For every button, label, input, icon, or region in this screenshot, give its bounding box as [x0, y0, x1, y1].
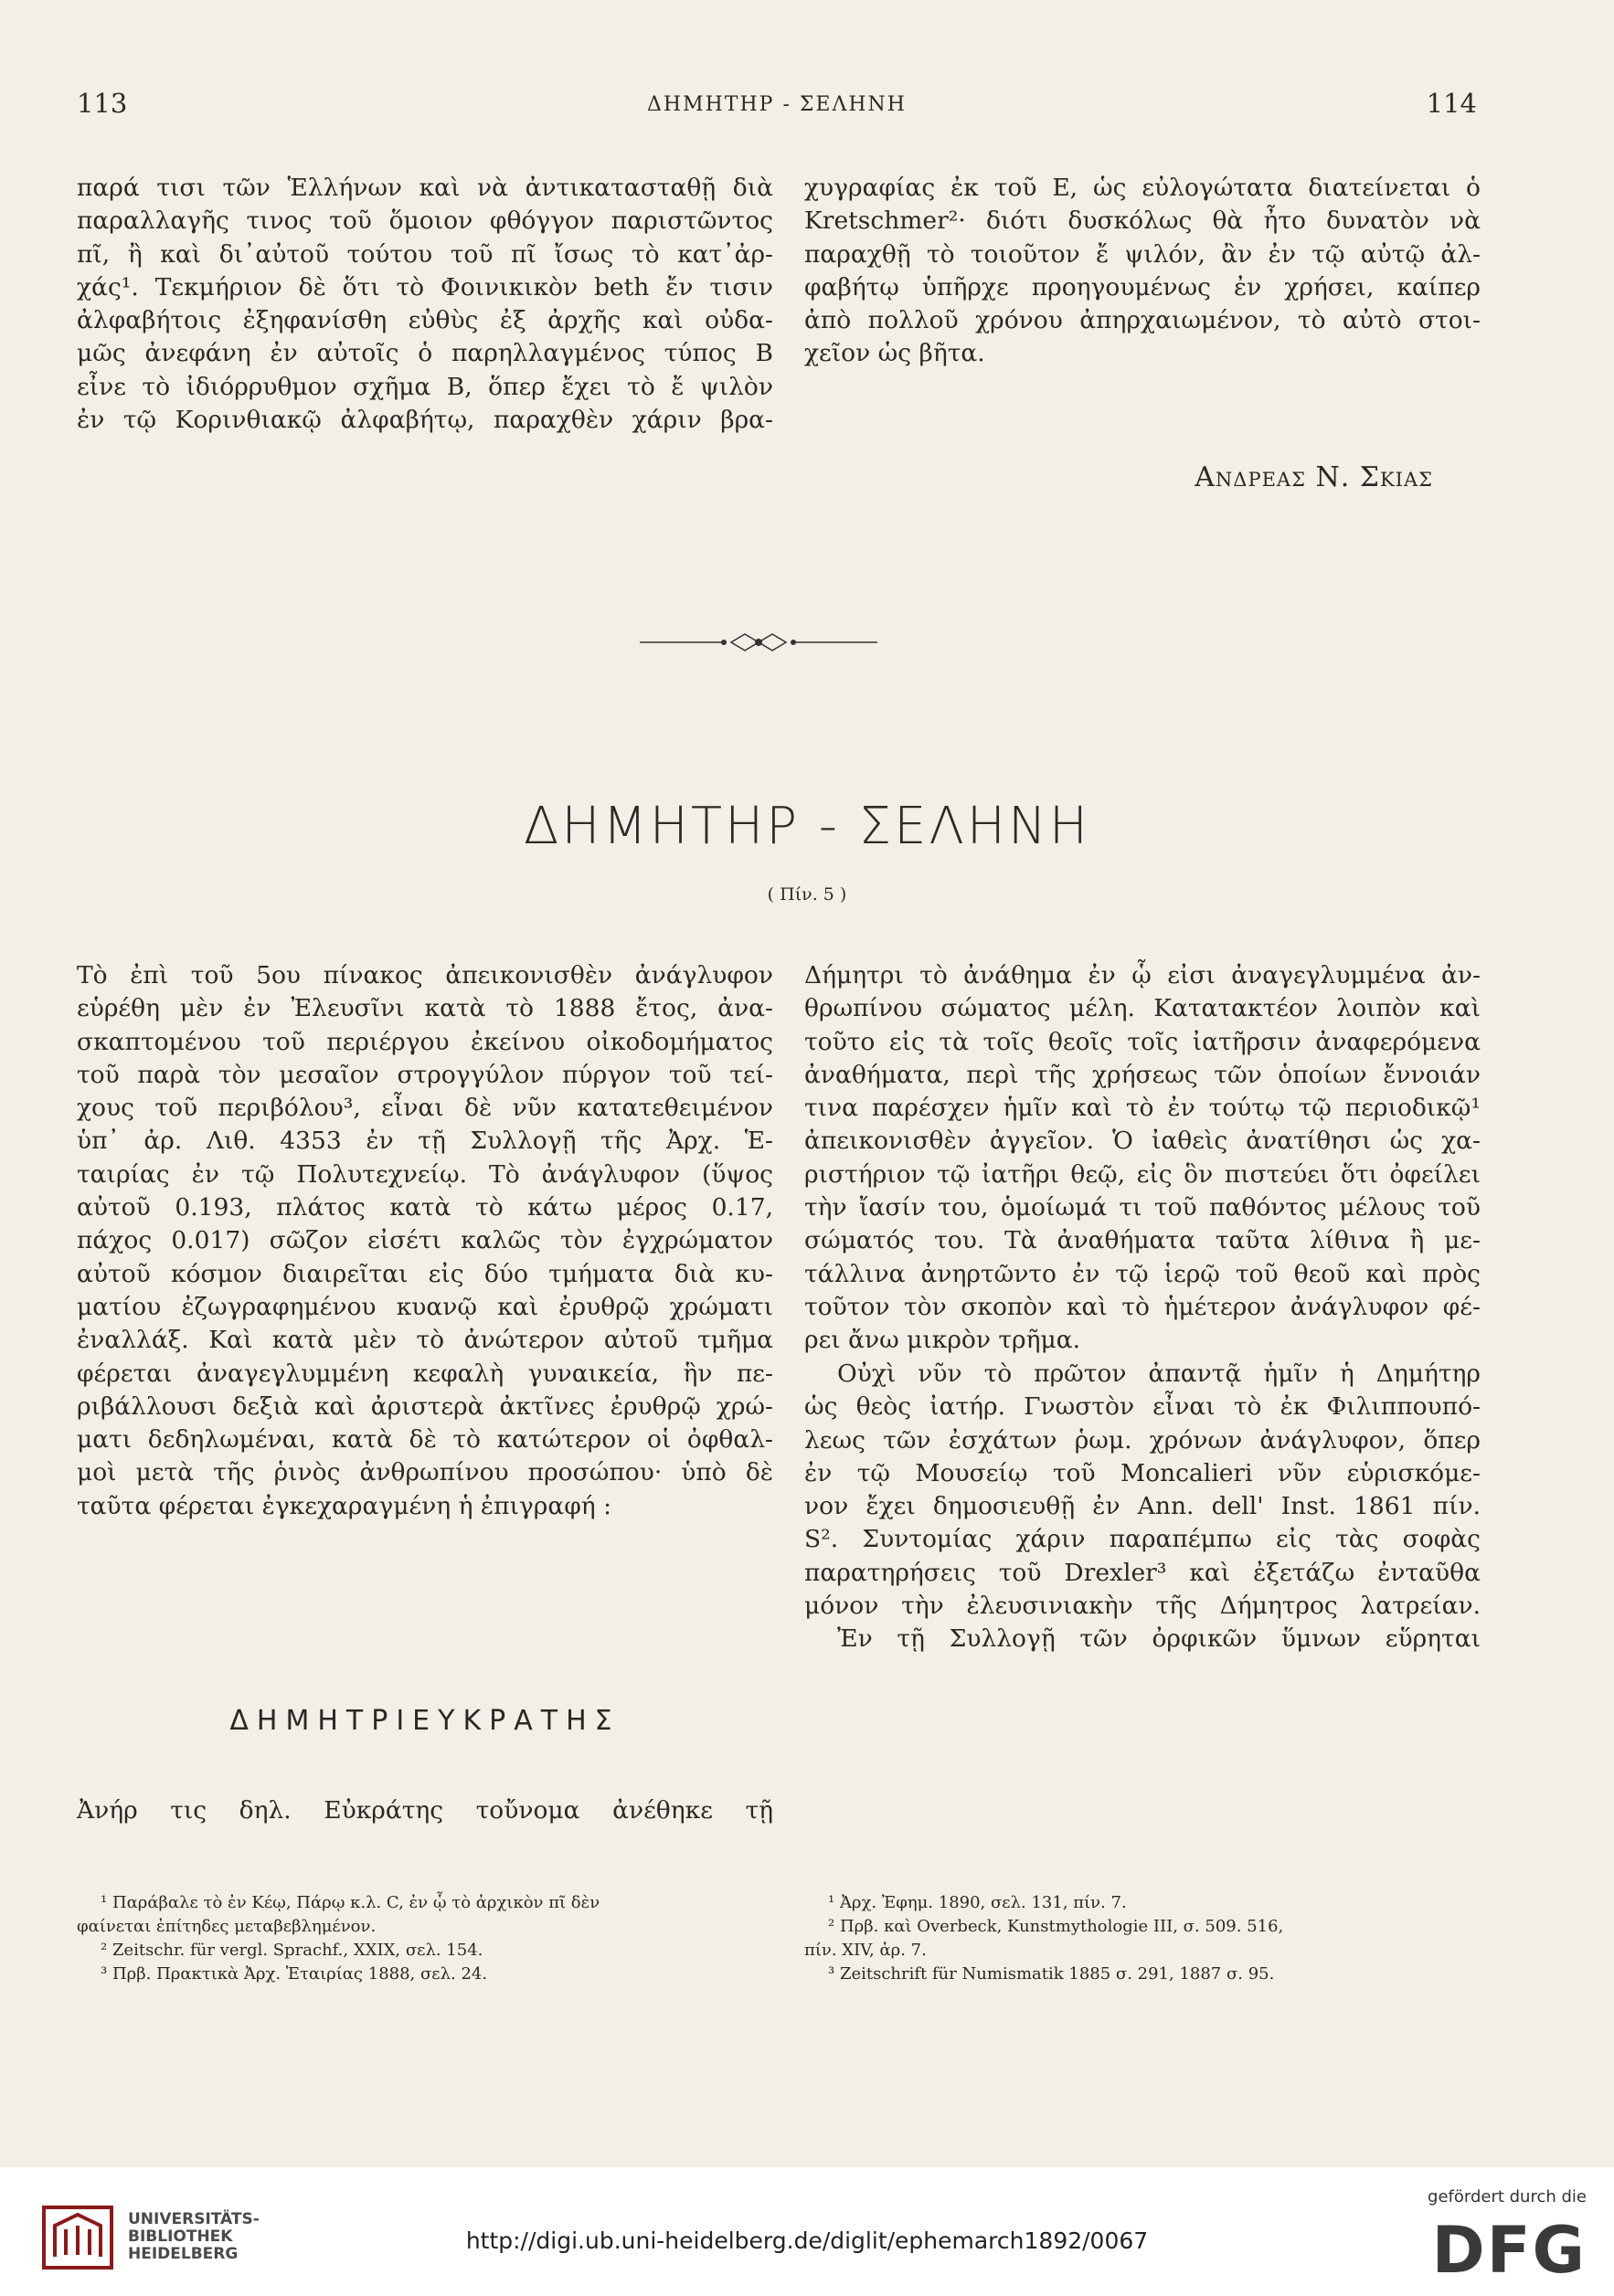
text-line: θρωπίνου σώματος μέλη. Κατατακτέον λοιπὸν καὶ	[804, 994, 1481, 1023]
text-line: αὐτοῦ 0.193, πλάτος κατὰ τὸ κάτω μέρος 0.17,	[77, 1193, 773, 1222]
page-number-left: 113	[77, 88, 128, 119]
text-line: Οὐχὶ νῦν τὸ πρῶτον ἀπαντᾷ ἡμῖν ἡ Δημήτηρ	[837, 1360, 1481, 1388]
footnotes-left	[77, 1891, 777, 1986]
running-header	[77, 88, 1477, 124]
dfg-logo[interactable]: DFG	[1431, 2213, 1587, 2288]
text-line: λεως τῶν ἐσχάτων ῥωμ. χρόνων ἀνάγλυφον, ὅπερ	[804, 1425, 1481, 1455]
text-line: χους τοῦ περιβόλου³, εἶναι δὲ νῦν κατατεθειμένον	[77, 1094, 773, 1123]
text-line: ἀπὸ πολλοῦ χρόνου ἀπηρχαιωμένον, τὸ αὐτὸ στοι-	[804, 306, 1481, 335]
page-number-right: 114	[1426, 88, 1477, 119]
text-line: παρά τισι τῶν Ἑλλήνων καὶ νὰ ἀντικατασταθῇ διὰ	[77, 174, 773, 202]
text-line: ἀλφαβήτοις ἐξηφανίσθη εὐθὺς ἐξ ἀρχῆς καὶ οὐδα-	[77, 306, 773, 335]
text-line: ματι δεδηλωμέναι, κατὰ δὲ τὸ κατώτερον οἱ ὀφθαλ-	[77, 1425, 773, 1455]
text-line: αὐτοῦ κόσμον διαιρεῖται εἰς δύο τμήματα διὰ κυ-	[77, 1259, 773, 1288]
text-line: τοῦτο εἰς τὰ τοῖς θεοῖς τοῖς ἰατῆρσιν ἀναφερόμενα	[804, 1027, 1481, 1056]
text-line: Ἐν τῇ Συλλογῇ τῶν ὀρφικῶν ὕμνων εὕρηται	[837, 1624, 1481, 1654]
text-line: ἐν τῷ Μουσείῳ τοῦ Moncalieri νῦν εὑρισκόμε-	[804, 1458, 1481, 1487]
text-line: εὑρέθη μὲν ἐν Ἐλευσῖνι κατὰ τὸ 1888 ἔτος, ἀνα-	[77, 994, 773, 1023]
text-line: Τὸ ἐπὶ τοῦ 5ου πίνακος ἀπεικονισθὲν ἀνάγλυφον	[77, 961, 773, 989]
text-line: παρατηρήσεις τοῦ Drexler³ καὶ ἐξετάζω ἐνταῦθα	[804, 1558, 1481, 1587]
footnote: φαίνεται ἐπίτηδες μεταβεβλημένον.	[77, 1917, 377, 1936]
text-line: ριβάλλουσι δεξιὰ καὶ ἀριστερὰ ἀκτῖνες ἐρυθρῷ χρώ-	[77, 1391, 773, 1421]
text-line: ταιρίας ἐν τῷ Πολυτεχνείῳ. Τὸ ἀνάγλυφον (ὕψος	[77, 1159, 773, 1189]
text-line: τοῦ παρὰ τὸν μεσαῖον στρογγύλον πύργον τοῦ τεί-	[77, 1060, 773, 1089]
footnote: ³ Πρβ. Πρακτικὰ Ἀρχ. Ἑταιρίας 1888, σελ. 24.	[101, 1964, 488, 1984]
text-line: ταῦτα φέρεται ἐγκεχαραγμένη ἡ ἐπιγραφή :	[77, 1491, 612, 1520]
footnote: ¹ Ἀρχ. Ἐφημ. 1890, σελ. 131, πίν. 7.	[828, 1893, 1127, 1912]
text-line: φέρεται ἀναγεγλυμμένη κεφαλὴ γυναικεία, ἣν πε-	[77, 1359, 773, 1388]
text-line: χάς¹. Τεκμήριον δὲ ὅτι τὸ Φοινικικὸν beth ἔν τισιν	[77, 272, 773, 302]
text-line: ριστήριον τῷ ἰατῆρι θεῷ, εἰς ὃν πιστεύει ὅτι ὀφείλει	[804, 1159, 1481, 1189]
text-line: ματίου ἐζωγραφημένου κυανῷ καὶ ἐρυθρῷ χρώματι	[77, 1292, 773, 1321]
text-line: μοὶ μετὰ τῆς ῥινὸς ἀνθρωπίνου προσώπου· ὑπὸ δὲ	[77, 1458, 773, 1487]
text-line: ὡς θεὸς ἰατήρ. Γνωστὸν εἶναι τὸ ἐκ Φιλιππουπό-	[804, 1392, 1481, 1422]
top-left-column	[77, 172, 773, 437]
inscription: ΔΗΜΗΤΡΙΕΥΚΡΑΤΗΣ	[229, 1705, 621, 1737]
running-title: ΔΗΜΗΤΗΡ - ΣΕΛΗΝΗ	[647, 93, 907, 116]
text-line: τινα παρέσχεν ἡμῖν καὶ τὸ ἐν τούτῳ τῷ περιοδικῷ¹	[804, 1094, 1481, 1123]
footnote: ² Πρβ. καὶ Overbeck, Kunstmythologie III, σ. 509. 516,	[828, 1917, 1284, 1936]
library-name-line: UNIVERSITÄTS-	[128, 2210, 260, 2228]
text-line: ἐν τῷ Κορινθιακῷ ἀλφαβήτῳ, παραχθὲν χάριν βρα-	[77, 406, 773, 435]
text-line: ἐναλλάξ. Καὶ κατὰ μὲν τὸ ἀνώτερον αὐτοῦ τμῆμα	[77, 1326, 773, 1355]
text-line: τὴν ἴασίν του, ὁμοίωμά τι τοῦ παθόντος μέλους τοῦ	[804, 1193, 1481, 1222]
text-line: μῶς ἀνεφάνη ἐν αὐτοῖς ὁ παρηλλαγμένος τύπος Β	[77, 339, 773, 368]
body-right-column	[804, 959, 1481, 1358]
text-line: χυγραφίας ἐκ τοῦ Ε, ὡς εὐλογώτατα διατείνεται ὁ	[804, 174, 1481, 202]
footnotes-right	[804, 1891, 1486, 1986]
text-line: παραλλαγῆς τινος τοῦ ὅμοιον φθόγγον παριστῶντος	[77, 206, 773, 236]
footnote: πίν. XIV, ἀρ. 7.	[804, 1941, 927, 1960]
library-name-line: HEIDELBERG	[128, 2245, 239, 2263]
text-line: S². Συντομίας χάριν παραπέμπω εἰς τὰς σοφὰς	[804, 1525, 1481, 1554]
text-line: ἀπεικονισθὲν ἀγγεῖον. Ὁ ἰαθεὶς ἀνατίθησι ὡς χα-	[804, 1127, 1481, 1156]
text-line: παραχθῇ τὸ τοιοῦτον ἔ ψιλόν, ἂν ἐν τῷ αὐτῷ ἀλ-	[804, 239, 1481, 269]
body-left-continuation	[77, 1794, 773, 1827]
body-left-column	[77, 959, 773, 1523]
plate-reference: ( Πίν. 5 )	[767, 884, 847, 905]
library-name-line: BIBLIOTHEK	[128, 2227, 233, 2246]
text-line: Ἀνήρ τις δηλ. Εὐκράτης τοὔνομα ἀνέθηκε τῇ	[77, 1796, 773, 1825]
text-line: πῖ, ἢ καὶ δι᾽αὐτοῦ τούτου τοῦ πῖ ἴσως τὸ κατ᾽ἀρ-	[77, 239, 773, 269]
text-line: Δήμητρι τὸ ἀνάθημα ἐν ᾧ εἰσι ἀναγεγλυμμένα ἀν-	[804, 961, 1481, 989]
body-right-paragraph-2	[804, 1358, 1481, 1656]
top-right-column	[804, 172, 1481, 371]
text-line: χεῖον ὡς βῆτα.	[804, 339, 985, 368]
funded-by-label: gefördert durch die	[1428, 2187, 1587, 2206]
footnote: ¹ Παράβαλε τὸ ἐν Κέῳ, Πάρῳ κ.λ. C, ἐν ᾧ τὸ ἀρχικὸν πῖ δὲν	[101, 1893, 600, 1912]
footnote: ³ Zeitschrift für Numismatik 1885 σ. 291, 1887 σ. 95.	[828, 1964, 1275, 1984]
text-line: ἀναθήματα, περὶ τῆς χρήσεως τῶν ὁποίων ἔννοιάν	[804, 1060, 1481, 1089]
text-line: φαβήτῳ ὑπῆρχε προηγουμένως ἐν χρήσει, καίπερ	[804, 272, 1481, 302]
footnote: ² Zeitschr. für vergl. Sprachf., XXIX, σελ. 154.	[101, 1941, 483, 1960]
text-line: Kretschmer²· διότι δυσκόλως θὰ ἦτο δυνατὸν νὰ	[804, 206, 1481, 236]
text-line: πάχος 0.017) σῶζον εἰσέτι καλῶς τὸν ἐγχρώματον	[77, 1226, 773, 1255]
text-line: ὑπ᾽ ἀρ. Λιθ. 4353 ἐν τῇ Συλλογῇ τῆς Ἀρχ. Ἑ-	[77, 1127, 773, 1156]
article-title: ΔΗΜΗΤΗΡ - ΣΕΛΗΝΗ	[524, 797, 1090, 856]
text-line: τοῦτον τὸν σκοπὸν καὶ τὸ ἡμέτερον ἀνάγλυφον φέ-	[804, 1292, 1481, 1321]
text-line: ρει ἄνω μικρὸν τρῆμα.	[804, 1326, 1081, 1355]
text-line: εἶνε τὸ ἰδιόρρυθμον σχῆμα Β, ὅπερ ἔχει τὸ ἔ ψιλὸν	[77, 372, 773, 401]
text-line: νον ἔχει δημοσιευθῇ ἐν Ann. dell' Inst. 1861 πίν.	[804, 1492, 1481, 1521]
text-line: σκαπτομένου τοῦ περιέργου ἐκείνου οἰκοδομήματος	[77, 1027, 773, 1056]
author-signature: Ανδρεας Ν. Σκιας	[1195, 461, 1433, 493]
text-line: μόνον τὴν ἐλευσινιακὴν τῆς Δήμητρος λατρείαν.	[804, 1592, 1481, 1621]
text-line: τάλλινα ἀνηρτῶντο ἐν τῷ ἱερῷ τοῦ θεοῦ καὶ πρὸς	[804, 1259, 1481, 1288]
viewer-footer	[0, 2167, 1614, 2296]
ornamental-divider	[640, 629, 877, 656]
permalink-url[interactable]: http://digi.ub.uni-heidelberg.de/diglit/ephemarch1892/0067	[465, 2227, 1149, 2254]
text-line: σώματός του. Τὰ ἀναθήματα ταῦτα λίθινα ἢ με-	[804, 1226, 1481, 1255]
